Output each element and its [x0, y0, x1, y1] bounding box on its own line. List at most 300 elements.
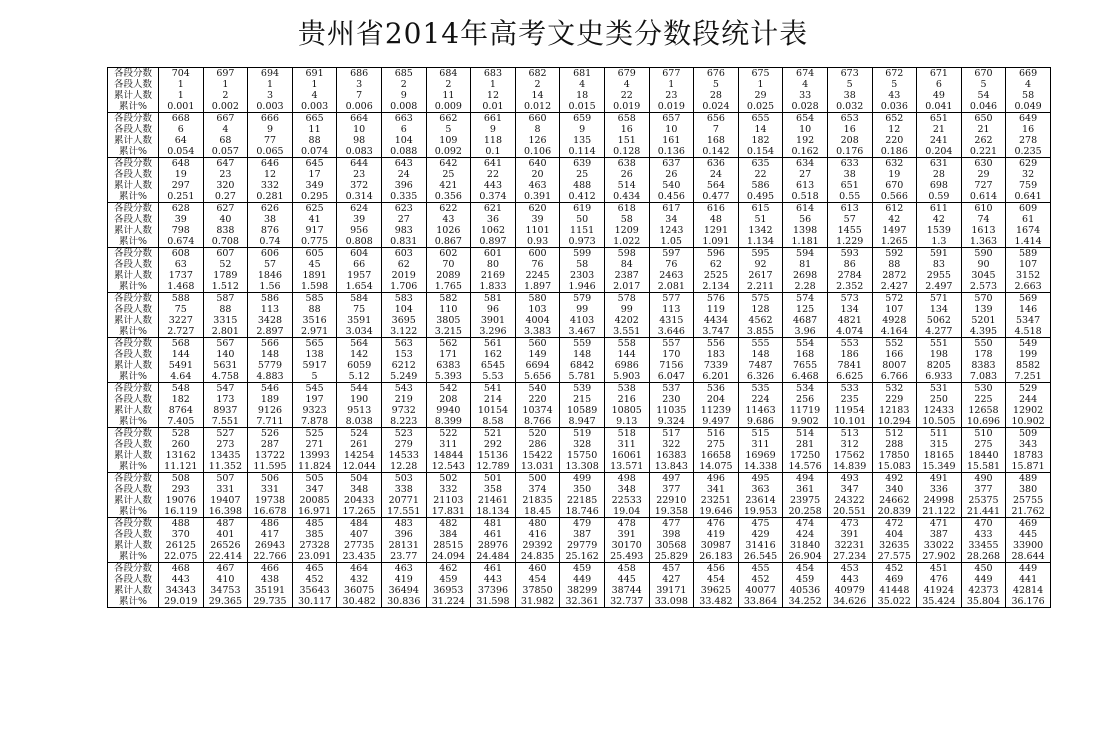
table-cell: 650	[961, 113, 1006, 125]
table-cell: 0.074	[292, 146, 337, 158]
table-cell: 363	[738, 484, 783, 495]
table-cell: 9940	[426, 405, 471, 416]
table-cell: 7.405	[159, 416, 204, 428]
table-cell: 7.711	[248, 416, 293, 428]
count-row	[108, 259, 1051, 270]
table-cell: 2872	[872, 270, 917, 281]
table-cell: 1	[292, 79, 337, 90]
table-cell: 3.296	[471, 326, 516, 338]
table-cell: 19.358	[649, 506, 694, 518]
table-cell: 6694	[515, 360, 560, 371]
table-cell: 380	[1006, 484, 1051, 495]
table-cell: 22910	[649, 495, 694, 506]
table-cell: 50	[560, 214, 605, 225]
table-cell: 0.001	[159, 101, 204, 113]
cumulative-count-row	[108, 360, 1051, 371]
table-cell: 6	[917, 79, 962, 90]
table-cell: 11463	[738, 405, 783, 416]
table-cell: 479	[560, 518, 605, 530]
row-label: 各段分数	[108, 248, 159, 260]
table-cell: 484	[337, 518, 382, 530]
table-cell: 0.221	[961, 146, 1006, 158]
table-cell: 225	[961, 394, 1006, 405]
table-cell: 586	[738, 180, 783, 191]
table-cell: 629	[1006, 158, 1051, 170]
table-cell: 0.025	[738, 101, 783, 113]
table-cell: 16383	[649, 450, 694, 461]
table-cell: 2	[426, 79, 471, 90]
table-cell: 61	[1006, 214, 1051, 225]
table-cell: 54	[961, 90, 1006, 101]
table-cell: 461	[471, 563, 516, 575]
table-cell: 12	[872, 124, 917, 135]
table-cell: 25	[560, 169, 605, 180]
table-cell: 0.003	[248, 101, 293, 113]
table-cell: 463	[381, 563, 426, 575]
row-label: 各段人数	[108, 169, 159, 180]
table-cell: 38299	[560, 585, 605, 596]
table-cell: 168	[783, 349, 828, 360]
table-cell: 31.982	[515, 596, 560, 608]
table-cell: 518	[604, 428, 649, 440]
table-cell: 0.003	[292, 101, 337, 113]
table-cell: 30568	[649, 540, 694, 551]
table-cell: 549	[1006, 338, 1051, 350]
table-cell: 521	[471, 428, 516, 440]
table-cell: 1539	[917, 225, 962, 236]
table-cell: 10374	[515, 405, 560, 416]
table-cell: 6.933	[917, 371, 962, 383]
table-cell: 676	[694, 68, 739, 80]
table-cell: 10589	[560, 405, 605, 416]
table-cell: 15136	[471, 450, 516, 461]
table-cell: 92	[738, 259, 783, 270]
table-cell: 18783	[1006, 450, 1051, 461]
table-cell: 398	[649, 529, 694, 540]
table-cell: 149	[515, 349, 560, 360]
table-cell: 640	[515, 158, 560, 170]
table-cell: 588	[159, 293, 204, 305]
cumulative-percent-row	[108, 281, 1051, 293]
count-row	[108, 304, 1051, 315]
table-cell: 508	[159, 473, 204, 485]
table-cell: 9.497	[694, 416, 739, 428]
table-cell: 144	[159, 349, 204, 360]
table-cell: 372	[337, 180, 382, 191]
cumulative-count-row	[108, 90, 1051, 101]
table-cell: 7655	[783, 360, 828, 371]
table-cell: 670	[872, 180, 917, 191]
table-cell: 18	[560, 90, 605, 101]
table-cell: 0.356	[426, 191, 471, 203]
table-cell: 25375	[961, 495, 1006, 506]
table-cell: 485	[292, 518, 337, 530]
table-cell: 17.831	[426, 506, 471, 518]
table-cell: 534	[783, 383, 828, 395]
table-cell: 559	[560, 338, 605, 350]
table-cell: 11.352	[203, 461, 248, 473]
table-cell: 43	[872, 90, 917, 101]
table-cell: 22533	[604, 495, 649, 506]
row-label: 累计%	[108, 326, 159, 338]
row-label: 累计人数	[108, 585, 159, 596]
table-cell: 88	[292, 135, 337, 146]
table-cell: 15.349	[917, 461, 962, 473]
row-label: 累计%	[108, 371, 159, 383]
table-cell: 0.106	[515, 146, 560, 158]
table-cell: 1.181	[783, 236, 828, 248]
table-cell: 0.142	[694, 146, 739, 158]
table-cell: 34753	[203, 585, 248, 596]
table-cell: 22	[604, 90, 649, 101]
table-cell: 619	[560, 203, 605, 215]
table-cell: 567	[203, 338, 248, 350]
table-cell: 31.224	[426, 596, 471, 608]
table-cell: 348	[604, 484, 649, 495]
table-cell: 215	[560, 394, 605, 405]
cumulative-count-row	[108, 450, 1051, 461]
table-cell: 57	[827, 214, 872, 225]
table-cell: 2303	[560, 270, 605, 281]
table-cell: 596	[694, 248, 739, 260]
table-cell: 457	[649, 563, 694, 575]
table-cell: 11719	[783, 405, 828, 416]
table-cell: 0.434	[604, 191, 649, 203]
count-row	[108, 484, 1051, 495]
table-cell: 541	[471, 383, 516, 395]
table-cell: 634	[783, 158, 828, 170]
table-cell: 4004	[515, 315, 560, 326]
table-cell: 625	[292, 203, 337, 215]
table-cell: 0.028	[783, 101, 828, 113]
table-cell: 8205	[917, 360, 962, 371]
table-cell: 489	[1006, 473, 1051, 485]
table-cell: 27	[783, 169, 828, 180]
row-label: 各段分数	[108, 383, 159, 395]
table-cell: 43	[426, 214, 471, 225]
table-cell: 2387	[604, 270, 649, 281]
table-cell: 391	[604, 529, 649, 540]
table-cell: 528	[159, 428, 204, 440]
table-cell: 33	[783, 90, 828, 101]
table-cell: 1.468	[159, 281, 204, 293]
table-cell: 39171	[649, 585, 694, 596]
row-label: 各段人数	[108, 439, 159, 450]
count-row	[108, 79, 1051, 90]
table-cell: 198	[917, 349, 962, 360]
table-cell: 455	[738, 563, 783, 575]
table-cell: 0.128	[604, 146, 649, 158]
table-cell: 208	[827, 135, 872, 146]
count-row	[108, 439, 1051, 450]
table-cell: 23	[337, 169, 382, 180]
table-cell: 0.204	[917, 146, 962, 158]
table-cell: 451	[917, 563, 962, 575]
table-cell: 466	[248, 563, 293, 575]
table-cell: 475	[738, 518, 783, 530]
table-cell: 224	[738, 394, 783, 405]
table-cell: 24662	[872, 495, 917, 506]
table-cell: 58	[560, 259, 605, 270]
table-cell: 0.002	[203, 101, 248, 113]
table-cell: 668	[159, 113, 204, 125]
table-cell: 32231	[827, 540, 872, 551]
table-cell: 438	[248, 574, 293, 585]
table-cell: 2617	[738, 270, 783, 281]
table-cell: 320	[203, 180, 248, 191]
table-cell: 146	[1006, 304, 1051, 315]
table-cell: 33.864	[738, 596, 783, 608]
table-cell: 9.13	[604, 416, 649, 428]
table-cell: 611	[917, 203, 962, 215]
table-cell: 41448	[872, 585, 917, 596]
table-cell: 20433	[337, 495, 382, 506]
table-cell: 574	[783, 293, 828, 305]
table-cell: 18.45	[515, 506, 560, 518]
score-distribution-table	[107, 67, 1051, 608]
table-cell: 311	[738, 439, 783, 450]
table-cell: 550	[961, 338, 1006, 350]
row-label: 累计%	[108, 506, 159, 518]
table-cell: 8582	[1006, 360, 1051, 371]
table-cell: 628	[159, 203, 204, 215]
table-cell: 513	[827, 428, 872, 440]
table-cell: 4928	[872, 315, 917, 326]
table-cell: 286	[515, 439, 560, 450]
table-cell: 0.831	[381, 236, 426, 248]
table-cell: 510	[961, 428, 1006, 440]
table-cell: 2	[381, 79, 426, 90]
table-cell: 275	[694, 439, 739, 450]
table-cell: 1.946	[560, 281, 605, 293]
table-cell: 682	[515, 68, 560, 80]
table-cell: 28	[917, 169, 962, 180]
table-cell: 126	[515, 135, 560, 146]
table-cell: 876	[248, 225, 293, 236]
table-cell: 350	[560, 484, 605, 495]
table-cell: 51	[738, 214, 783, 225]
row-label: 累计%	[108, 191, 159, 203]
row-label: 累计人数	[108, 360, 159, 371]
table-cell: 0.024	[694, 101, 739, 113]
table-cell: 27.234	[827, 551, 872, 563]
table-cell: 8.038	[337, 416, 382, 428]
table-cell: 13993	[292, 450, 337, 461]
table-cell: 698	[917, 180, 962, 191]
table-cell: 517	[649, 428, 694, 440]
table-cell: 9323	[292, 405, 337, 416]
table-cell: 606	[248, 248, 293, 260]
count-row	[108, 574, 1051, 585]
score-row	[108, 563, 1051, 575]
table-cell: 3315	[203, 315, 248, 326]
table-cell: 546	[248, 383, 293, 395]
table-cell: 348	[337, 484, 382, 495]
table-cell: 2.971	[292, 326, 337, 338]
table-cell: 142	[337, 349, 382, 360]
table-cell: 1.897	[515, 281, 560, 293]
table-cell: 643	[381, 158, 426, 170]
table-cell: 118	[471, 135, 516, 146]
table-cell: 509	[1006, 428, 1051, 440]
row-label: 各段分数	[108, 338, 159, 350]
table-cell: 377	[961, 484, 1006, 495]
table-cell: 7487	[738, 360, 783, 371]
table-cell: 4821	[827, 315, 872, 326]
table-cell: 4562	[738, 315, 783, 326]
table-cell: 1209	[604, 225, 649, 236]
table-cell: 17.551	[381, 506, 426, 518]
table-cell: 487	[203, 518, 248, 530]
table-cell: 39	[159, 214, 204, 225]
table-cell: 7.083	[961, 371, 1006, 383]
table-cell: 621	[471, 203, 516, 215]
table-cell: 417	[248, 529, 293, 540]
table-cell: 2.017	[604, 281, 649, 293]
table-cell: 9	[560, 124, 605, 135]
table-cell: 1	[471, 79, 516, 90]
table-cell: 658	[604, 113, 649, 125]
table-cell: 507	[203, 473, 248, 485]
table-cell: 10.696	[961, 416, 1006, 428]
table-cell: 613	[783, 180, 828, 191]
table-cell: 1062	[471, 225, 516, 236]
table-cell: 287	[248, 439, 293, 450]
table-cell: 338	[381, 484, 426, 495]
table-cell: 40	[203, 214, 248, 225]
table-cell: 514	[604, 180, 649, 191]
table-cell: 42814	[1006, 585, 1051, 596]
table-cell: 553	[827, 338, 872, 350]
table-cell: 401	[203, 529, 248, 540]
table-cell: 24	[694, 169, 739, 180]
table-cell: 13.031	[515, 461, 560, 473]
table-cell: 13.571	[604, 461, 649, 473]
table-cell: 8.766	[515, 416, 560, 428]
table-cell: 1497	[872, 225, 917, 236]
table-cell: 396	[381, 529, 426, 540]
table-cell: 607	[203, 248, 248, 260]
table-cell: 1026	[426, 225, 471, 236]
row-label: 累计%	[108, 281, 159, 293]
table-cell: 637	[649, 158, 694, 170]
table-cell: 2463	[649, 270, 694, 281]
table-cell: 2.497	[917, 281, 962, 293]
table-cell: 28	[694, 90, 739, 101]
table-cell: 21103	[426, 495, 471, 506]
table-cell: 6	[159, 124, 204, 135]
table-cell: 19	[872, 169, 917, 180]
table-cell: 262	[961, 135, 1006, 146]
table-cell: 387	[560, 529, 605, 540]
table-cell: 5	[292, 371, 337, 383]
table-cell: 1101	[515, 225, 560, 236]
table-cell: 657	[649, 113, 694, 125]
table-cell: 452	[292, 574, 337, 585]
cumulative-percent-row	[108, 146, 1051, 158]
table-cell: 7841	[827, 360, 872, 371]
table-cell: 1.022	[604, 236, 649, 248]
table-cell: 544	[337, 383, 382, 395]
table-cell: 13.843	[649, 461, 694, 473]
table-cell: 691	[292, 68, 337, 80]
table-cell: 1342	[738, 225, 783, 236]
table-cell: 609	[1006, 203, 1051, 215]
table-cell: 3045	[961, 270, 1006, 281]
table-cell: 2784	[827, 270, 872, 281]
table-cell: 197	[292, 394, 337, 405]
table-cell: 76	[649, 259, 694, 270]
table-cell: 24.835	[515, 551, 560, 563]
table-cell: 530	[961, 383, 1006, 395]
table-cell: 144	[604, 349, 649, 360]
table-cell: 486	[248, 518, 293, 530]
table-cell: 562	[426, 338, 471, 350]
cumulative-count-row	[108, 405, 1051, 416]
table-cell: 288	[872, 439, 917, 450]
table-cell: 151	[604, 135, 649, 146]
row-label: 各段人数	[108, 214, 159, 225]
table-cell: 644	[337, 158, 382, 170]
page-title: 贵州省2014年高考文史类分数段统计表	[297, 17, 809, 50]
table-cell: 558	[604, 338, 649, 350]
table-cell: 0.27	[203, 191, 248, 203]
table-cell: 292	[471, 439, 516, 450]
table-cell: 4687	[783, 315, 828, 326]
table-cell: 35.424	[917, 596, 962, 608]
table-cell: 0.808	[337, 236, 382, 248]
table-cell: 3.215	[426, 326, 471, 338]
table-cell: 516	[694, 428, 739, 440]
table-cell: 199	[1006, 349, 1051, 360]
table-cell: 11	[292, 124, 337, 135]
table-cell: 0.114	[560, 146, 605, 158]
table-cell: 204	[694, 394, 739, 405]
table-cell: 57	[248, 259, 293, 270]
table-cell: 4	[203, 124, 248, 135]
table-cell: 11	[426, 90, 471, 101]
table-cell: 0.049	[1006, 101, 1051, 113]
table-cell: 526	[248, 428, 293, 440]
table-cell: 11.595	[248, 461, 293, 473]
table-cell: 4103	[560, 315, 605, 326]
table-cell: 75	[337, 304, 382, 315]
table-cell: 30.117	[292, 596, 337, 608]
table-cell: 5062	[917, 315, 962, 326]
table-cell: 578	[604, 293, 649, 305]
table-cell: 461	[471, 529, 516, 540]
table-cell: 554	[783, 338, 828, 350]
table-cell: 838	[203, 225, 248, 236]
table-cell: 0.708	[203, 236, 248, 248]
table-cell: 229	[872, 394, 917, 405]
table-cell: 0.235	[1006, 146, 1051, 158]
table-cell: 343	[1006, 439, 1051, 450]
table-cell: 525	[292, 428, 337, 440]
cumulative-percent-row	[108, 101, 1051, 113]
table-cell: 1.414	[1006, 236, 1051, 248]
table-cell: 16.119	[159, 506, 204, 518]
table-cell: 694	[248, 68, 293, 80]
table-cell: 16.398	[203, 506, 248, 518]
table-cell: 449	[961, 574, 1006, 585]
table-cell: 25755	[1006, 495, 1051, 506]
table-cell: 168	[694, 135, 739, 146]
table-cell: 186	[827, 349, 872, 360]
table-cell: 21	[961, 124, 1006, 135]
table-cell: 6383	[426, 360, 471, 371]
table-cell: 42373	[961, 585, 1006, 596]
